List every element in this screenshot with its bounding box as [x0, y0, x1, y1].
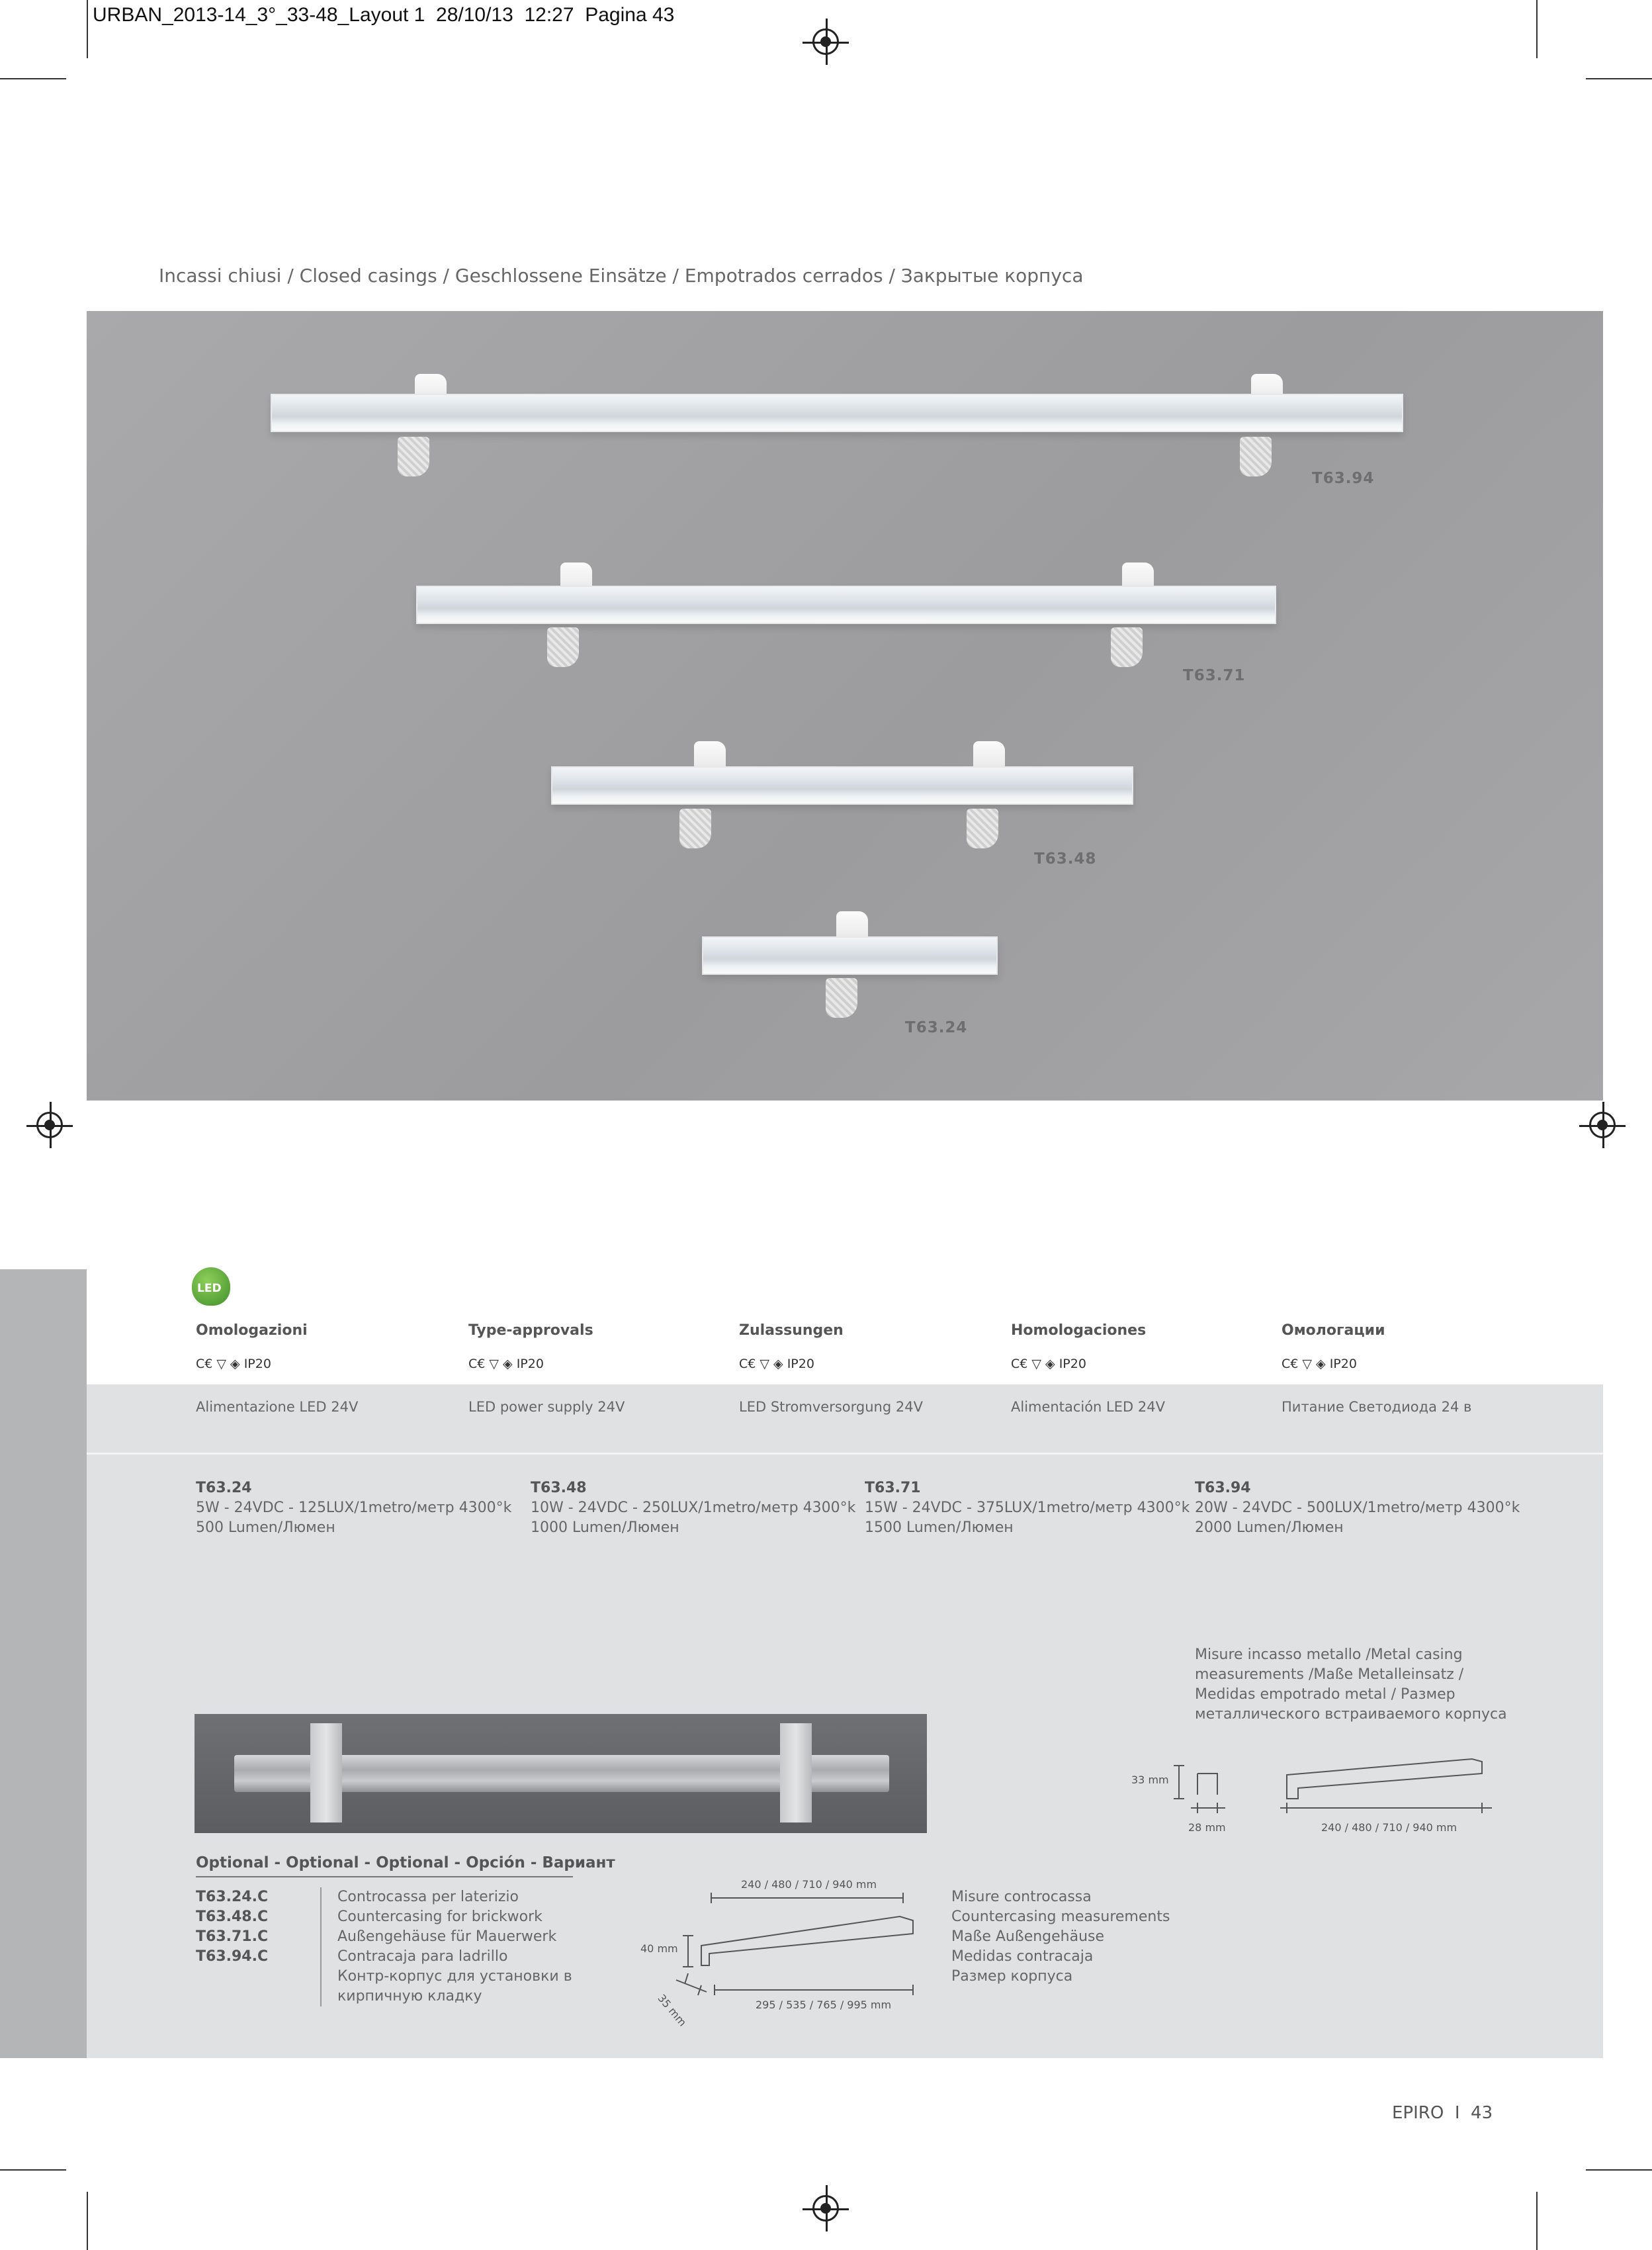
clip-icon	[679, 809, 711, 848]
clip-icon	[1240, 437, 1272, 476]
approvals-header: Zulassungen	[739, 1322, 844, 1339]
meas-line: Medidas contracaja	[951, 1948, 1094, 1965]
optional-codes	[196, 1887, 268, 1967]
optional-code: T63.71.C	[196, 1928, 269, 1945]
desc-line: Controcassa per laterizio	[337, 1889, 519, 1905]
spec-block	[1195, 1478, 1520, 1538]
dim-height: 40 mm	[640, 1942, 678, 1955]
crop-mark	[0, 2169, 66, 2171]
spec-line: 15W - 24VDC - 375LUX/1metro/метр 4300°k	[865, 1500, 1190, 1516]
spec-lumen: 1500 Lumen/Люмен	[865, 1519, 1014, 1536]
optional-title: Optional - Optional - Optional - Opción - Вариант	[196, 1854, 615, 1871]
optional-code: T63.48.C	[196, 1909, 269, 1925]
footer-brand: EPIRO	[1392, 2103, 1444, 2123]
dim-depth: 35 mm	[655, 1992, 689, 2029]
spec-block	[196, 1478, 511, 1538]
countercasing-measurements	[951, 1887, 1170, 1987]
supply-text: LED power supply 24V	[468, 1399, 625, 1415]
crop-mark	[0, 78, 66, 79]
approvals-header: Омологации	[1282, 1322, 1385, 1339]
section-title: Incassi chiusi / Closed casings / Geschlossene Einsätze / Empotrados cerrados / Закрытые корпуса	[159, 265, 1084, 287]
product-code: T63.94	[1312, 470, 1375, 487]
divider	[87, 1453, 1603, 1455]
spec-code: T63.71	[865, 1480, 921, 1496]
product-code: T63.48	[1034, 850, 1097, 868]
luminaire-t63-48	[551, 766, 1133, 805]
approvals-header: Homologaciones	[1011, 1322, 1147, 1339]
metal-bracket	[310, 1723, 342, 1822]
desc-line: Contracaja para ladrillo	[337, 1948, 508, 1965]
meas-line: Размер корпуса	[951, 1968, 1073, 1985]
crop-mark	[1586, 78, 1652, 79]
crop-mark	[1536, 2192, 1538, 2250]
product-photo	[87, 311, 1603, 1101]
dim-width: 28 mm	[1188, 1821, 1226, 1834]
metal-casing-photo	[195, 1714, 927, 1833]
luminaire-t63-71	[416, 586, 1276, 624]
dim-bottom-lengths: 295 / 535 / 765 / 995 mm	[756, 1999, 892, 2011]
spec-code: T63.48	[531, 1480, 587, 1496]
approvals-header: Type-approvals	[468, 1322, 593, 1339]
page-number: 43	[1471, 2103, 1493, 2123]
clip-icon	[967, 809, 998, 848]
approvals-header: Omologazioni	[196, 1322, 308, 1339]
desc-line: Außengehäuse für Mauerwerk	[337, 1928, 557, 1945]
spec-lumen: 2000 Lumen/Люмен	[1195, 1519, 1344, 1536]
supply-text: Alimentación LED 24V	[1011, 1399, 1165, 1415]
supply-text: Alimentazione LED 24V	[196, 1399, 359, 1415]
spec-line: 10W - 24VDC - 250LUX/1metro/метр 4300°k	[531, 1500, 856, 1516]
crop-mark	[1536, 0, 1538, 58]
optional-col-divider	[320, 1887, 322, 2006]
supply-text: LED Stromversorgung 24V	[739, 1399, 923, 1415]
luminaire-t63-94	[271, 394, 1403, 432]
dim-height: 33 mm	[1131, 1774, 1169, 1786]
cert-marks: C€ ▽ ◈ IP20	[468, 1357, 544, 1371]
product-code: T63.24	[905, 1019, 968, 1036]
crop-mark	[1586, 2169, 1652, 2171]
footer-separator: I	[1454, 2103, 1460, 2123]
meas-line: металлического встраиваемого корпуса	[1195, 1706, 1507, 1723]
meas-line: Misure controcassa	[951, 1889, 1092, 1905]
desc-line: кирпичную кладку	[337, 1988, 482, 2004]
desc-line: Контр-корпус для установки в	[337, 1968, 572, 1985]
meas-line: Maße Außengehäuse	[951, 1928, 1105, 1945]
crop-mark	[87, 2192, 88, 2250]
cert-marks: C€ ▽ ◈ IP20	[1011, 1357, 1086, 1371]
metal-bracket	[780, 1723, 812, 1822]
optional-description	[337, 1887, 572, 2006]
luminaire-t63-24	[702, 936, 998, 975]
optional-code: T63.94.C	[196, 1948, 269, 1965]
countercasing-drawing	[635, 1879, 946, 2005]
cert-marks: C€ ▽ ◈ IP20	[1282, 1357, 1357, 1371]
spec-lumen: 500 Lumen/Люмен	[196, 1519, 335, 1536]
desc-line: Countercasing for brickwork	[337, 1909, 543, 1925]
optional-divider	[196, 1876, 573, 1877]
cert-marks: C€ ▽ ◈ IP20	[739, 1357, 814, 1371]
registration-mark-icon	[812, 28, 839, 55]
spec-line: 5W - 24VDC - 125LUX/1metro/метр 4300°k	[196, 1500, 512, 1516]
meas-line: measurements /Maße Metalleinsatz /	[1195, 1666, 1464, 1683]
registration-mark-icon	[1589, 1112, 1616, 1138]
sidebar-tab	[0, 1269, 87, 2058]
registration-mark-icon	[812, 2195, 839, 2222]
clip-icon	[547, 627, 579, 667]
registration-mark-icon	[36, 1112, 63, 1138]
page-footer	[1392, 2103, 1493, 2123]
crop-mark	[87, 0, 88, 58]
clip-icon	[1111, 627, 1143, 667]
supply-text: Питание Светодиода 24 в	[1282, 1399, 1472, 1415]
metal-casing-label	[1195, 1645, 1507, 1725]
spec-code: T63.94	[1195, 1480, 1251, 1496]
clip-icon	[826, 978, 857, 1018]
optional-code: T63.24.C	[196, 1889, 269, 1905]
spec-line: 20W - 24VDC - 500LUX/1metro/метр 4300°k	[1195, 1500, 1520, 1516]
spec-code: T63.24	[196, 1480, 252, 1496]
dim-top-lengths: 240 / 480 / 710 / 940 mm	[741, 1878, 877, 1891]
cert-marks: C€ ▽ ◈ IP20	[196, 1357, 271, 1371]
dim-lengths: 240 / 480 / 710 / 940 mm	[1321, 1821, 1457, 1834]
spec-block	[531, 1478, 855, 1538]
spec-block	[865, 1478, 1190, 1538]
meas-line: Medidas empotrado metal / Размер	[1195, 1686, 1456, 1703]
product-code: T63.71	[1183, 667, 1246, 684]
meas-line: Misure incasso metallo /Metal casing	[1195, 1646, 1463, 1663]
clip-icon	[398, 437, 429, 476]
led-badge-label: LED	[197, 1282, 222, 1295]
spec-lumen: 1000 Lumen/Люмен	[531, 1519, 679, 1536]
meas-line: Countercasing measurements	[951, 1909, 1170, 1925]
print-slug: URBAN_2013-14_3°_33-48_Layout 1 28/10/13 12:27 Pagina 43	[93, 4, 675, 26]
